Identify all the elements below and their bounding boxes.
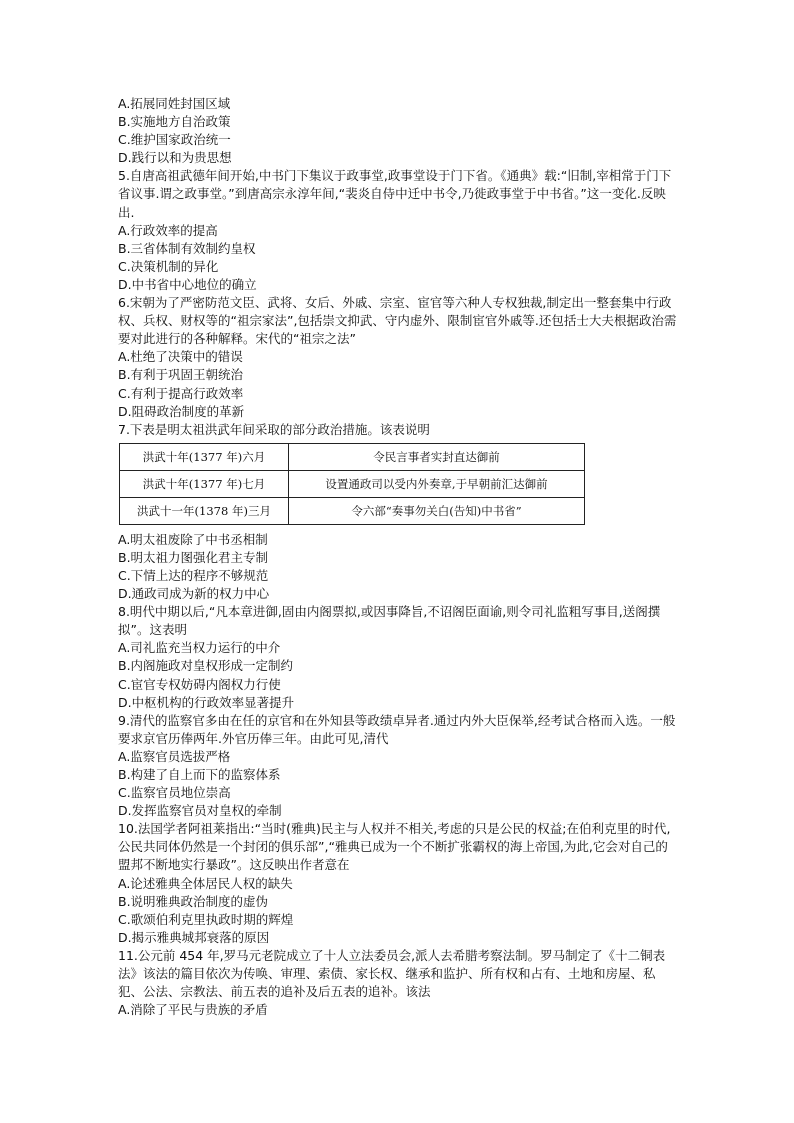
table-row xyxy=(120,470,585,497)
answer-option: A.明太祖废除了中书丞相制 xyxy=(118,531,268,547)
answer-option: A.司礼监充当权力运行的中介 xyxy=(118,640,281,656)
question-stem: 5.自唐高祖武德年间开始,中书门下集议于政事堂,政事堂设于门下省。《通典》载:“旧制,宰相常于门下省议事.谓之政事堂。”到唐高宗永淳年间,“裴炎自侍中迁中书令,乃徙政事堂于中书省。”这一变化.反映出. xyxy=(118,168,672,220)
table-row xyxy=(120,443,585,470)
question-stem: 10.法国学者阿祖莱指出:“当时(雅典)民主与人权并不相关,考虑的只是公民的权益;在伯利克里的时代,公民共同体仍然是一个封闭的俱乐部”,“雅典已成为一个不断扩张霸权的海上帝国,为此,它会对自己的盟邦不断地实行暴政”。这反映出作者意在 xyxy=(118,821,671,873)
question-stem: 6.宋朝为了严密防范文臣、武将、女后、外戚、宗室、宦官等六种人专权独裁,制定出一整套集中行政权、兵权、财权等的“祖宗家法”,包括崇文抑武、守内虚外、限制宦官外戚等.还包括士大夫根据政治需要对此进行的各种解释。宋代的“祖宗之法” xyxy=(118,295,677,347)
answer-option: B.说明雅典政治制度的虚伪 xyxy=(118,893,269,909)
answer-option: A.拓展同姓封国区域 xyxy=(118,96,231,111)
answer-option: C.歌颂伯利克里执政时期的辉煌 xyxy=(118,911,294,927)
answer-option: A.论述雅典全体居民人权的缺失 xyxy=(118,875,293,891)
answer-option: A.杜绝了决策中的错误 xyxy=(118,349,243,365)
answer-option: B.有利于巩固王朝统治 xyxy=(118,367,244,383)
answer-option: C.监察官员地位崇高 xyxy=(118,785,231,801)
table-measure-cell: 令民言事者实封直达御前 xyxy=(289,443,585,470)
answer-option: C.宦官专权妨碍内阁权力行使 xyxy=(118,676,281,692)
answer-option: B.构建了自上而下的监察体系 xyxy=(118,767,281,782)
answer-option: D.践行以和为贵思想 xyxy=(118,150,232,166)
table-date-cell: 洪武十一年(1378 年)三月 xyxy=(120,497,289,524)
measures-table xyxy=(119,443,585,525)
question-stem: 8.明代中期以后,“凡本章进御,固由内阁票拟,或因事降旨,不诏阁臣面谕,则令司礼监粗写事目,送阁撰拟”。这表明 xyxy=(118,604,661,638)
answer-option: D.通政司成为新的权力中心 xyxy=(118,586,270,602)
answer-option: A.行政效率的提高 xyxy=(118,222,218,238)
answer-option: B.三省体制有效制约皇权 xyxy=(118,240,256,256)
answer-option: D.中书省中心地位的确立 xyxy=(118,276,257,292)
answer-option: C.决策机制的异化 xyxy=(118,258,219,274)
table-date-cell: 洪武十年(1377 年)七月 xyxy=(120,470,289,497)
answer-option: D.中枢机构的行政效率显著提升 xyxy=(118,694,295,710)
table-date-cell: 洪武十年(1377 年)六月 xyxy=(120,443,289,470)
table-measure-cell: 设置通政司以受内外奏章,于早朝前汇达御前 xyxy=(289,470,585,497)
answer-option: A.监察官员选拔严格 xyxy=(118,748,231,764)
answer-option: D.阻碍政治制度的革新 xyxy=(118,403,245,419)
question-stem: 7.下表是明太祖洪武年间采取的部分政治措施。该表说明 xyxy=(118,421,430,437)
question-stem: 11.公元前 454 年,罗马元老院成立了十人立法委员会,派人去希腊考察法制。罗马制定了《十二铜表法》该法的篇目依次为传唤、审理、索债、家长权、继承和监护、所有权和占有、土地和房屋、私犯、公法、宗教法、前五表的追补及后五表的追补。该法 xyxy=(118,947,666,1000)
table-measure-cell: 令六部“奏事勿关白(告知)中书省” xyxy=(289,497,585,524)
answer-option: C.有利于提高行政效率 xyxy=(118,385,244,401)
table-row xyxy=(120,497,585,524)
answer-option: B.内阁施政对皇权形成一定制约 xyxy=(118,658,294,674)
exam-page xyxy=(118,95,678,1019)
answer-option: A.消除了平民与贵族的矛盾 xyxy=(118,1002,268,1018)
answer-option: D.发挥监察官员对皇权的牵制 xyxy=(118,803,282,819)
question-stem: 9.清代的监察官多由在任的京官和在外知县等政绩卓异者.通过内外大臣保举,经考试合格而入选。一般要求京官历俸两年.外官历俸三年。由此可见,清代 xyxy=(118,712,676,746)
answer-option: C.维护国家政治统一 xyxy=(118,132,231,148)
answer-option: D.揭示雅典城邦衰落的原因 xyxy=(118,929,270,945)
answer-option: C.下情上达的程序不够规范 xyxy=(118,567,269,583)
answer-option: B.明太祖力图强化君主专制 xyxy=(118,549,269,565)
answer-option: B.实施地方自治政策 xyxy=(118,114,231,130)
